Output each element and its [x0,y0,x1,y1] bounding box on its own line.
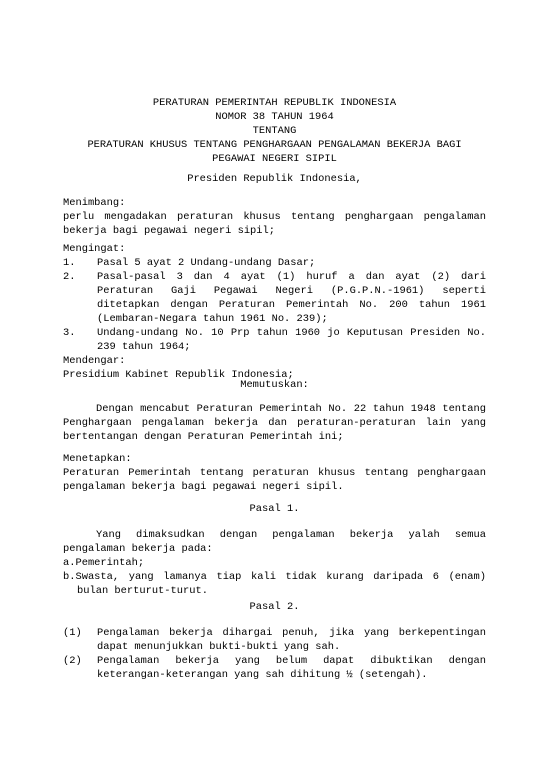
list-text: Pasal-pasal 3 dan 4 ayat (1) huruf a dan ayat (2) dari Peraturan Gaji Pegawai Negeri (P.G.P.N.-1961) seperti ditetapkan dengan Peraturan Pemerintah No. 200 tahun 1961 (Lembaran-Negara tahun 1961 No. 239); [97,271,486,325]
pasal-1-heading: Pasal 1. [249,503,300,515]
title-line-2: NOMOR 38 TAHUN 1964 [215,111,334,123]
menimbang-section [63,196,486,238]
list-text: Pasal 5 ayat 2 Undang-undang Dasar; [97,257,316,269]
title-line-5: PEGAWAI NEGERI SIPIL [212,153,337,165]
menimbang-label: Menimbang: [63,197,126,209]
menetapkan-text: Peraturan Pemerintah tentang peraturan khusus tentang penghargaan pengalaman bekerja bagi pegawai negeri sipil. [63,467,486,493]
list-number: 1. [63,257,76,269]
menimbang-text: perlu mengadakan peraturan khusus tentang penghargaan pengalaman bekerja bagi pegawai negeri sipil; [63,211,486,237]
menetapkan-label: Menetapkan: [63,453,132,465]
pasal-2-heading: Pasal 2. [249,601,300,613]
list-number: 3. [63,327,76,339]
pasal-1-intro: Yang dimaksudkan dengan pengalaman bekerja yalah semua pengalaman bekerja pada: [63,529,486,555]
list-number: (2) [63,655,82,667]
list-number: (1) [63,627,82,639]
pasal-1-body [63,528,486,598]
pasal-1-item-b: b.Swasta, yang lamanya tiap kali tidak kurang daripada 6 (enam) bulan berturut-turut. [63,571,486,597]
pasal-2-item [63,626,486,654]
mengingat-item [63,326,486,354]
mengingat-label: Mengingat: [63,243,126,255]
mengingat-item [63,256,486,270]
list-number: 2. [63,271,76,283]
memutuskan-label: Memutuskan: [240,379,309,391]
list-text: Pengalaman bekerja dihargai penuh, jika yang berkepentingan dapat menunjukkan bukti-bukti yang sah. [97,627,486,653]
mengingat-section [63,242,486,382]
mendengar-label: Mendengar: [63,355,126,367]
pasal-2-item [63,654,486,682]
pasal-2-body [63,626,486,682]
document-title [63,96,486,166]
mendengar-text: Presidium Kabinet Republik Indonesia; [63,369,294,381]
title-line-1: PERATURAN PEMERINTAH REPUBLIK INDONESIA [152,97,397,109]
list-text: Undang-undang No. 10 Prp tahun 1960 jo Keputusan Presiden No. 239 tahun 1964; [97,327,486,353]
memutuskan-text: Dengan mencabut Peraturan Pemerintah No. 22 tahun 1948 tentang Penghargaan pengalaman bekerja dan peraturan-peraturan lain yang bertentangan dengan Peraturan Pemerintah ini; [63,403,486,443]
title-line-4: PERATURAN KHUSUS TENTANG PENGHARGAAN PENGALAMAN BEKERJA BAGI [87,139,462,151]
list-text: Pengalaman bekerja yang belum dapat dibuktikan dengan keterangan-keterangan yang sah dihitung ½ (setengah). [97,655,486,681]
title-line-3: TENTANG [252,125,297,137]
pasal-1-item-a: a.Pemerintah; [63,557,145,569]
mengingat-item [63,270,486,326]
menetapkan-section [63,452,486,494]
president-line: Presiden Republik Indonesia, [187,173,362,185]
